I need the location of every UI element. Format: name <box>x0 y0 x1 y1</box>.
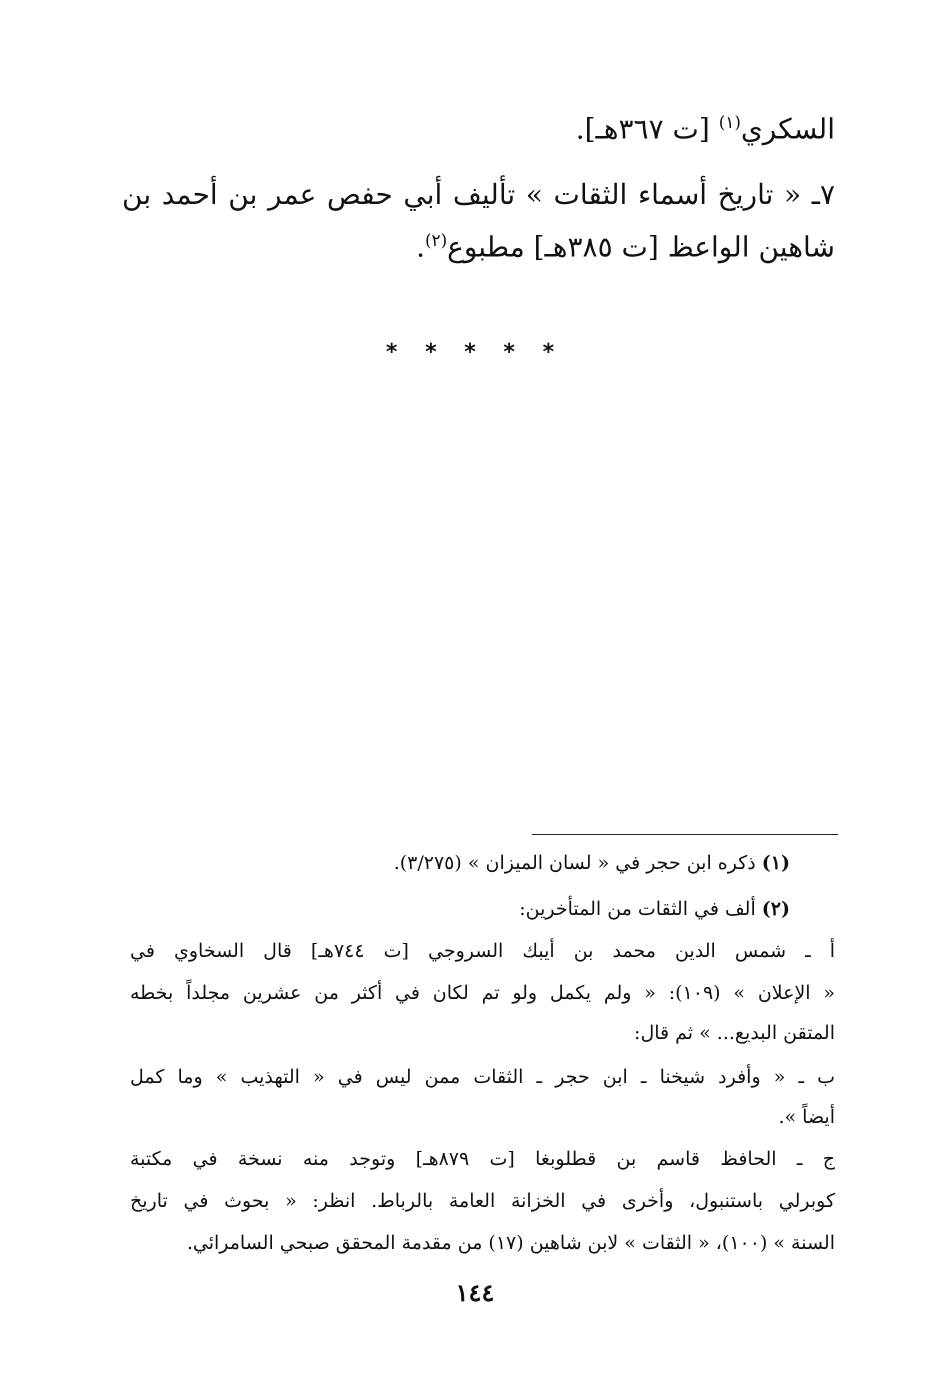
footnote-ref-2: (٢) <box>424 230 448 250</box>
body-line-3 <box>416 230 835 263</box>
footnote-c-line-2: كوبرلي باستنبول، وأخرى في الخزانة العامة بالرباط. انظر: « بحوث في تاريخ <box>130 1190 835 1212</box>
footnote-number: (١) <box>761 852 790 874</box>
footnote-c-line-1: ج ـ الحافظ قاسم بن قطلوبغا [ت ٨٧٩هـ] وتوجد منه نسخة في مكتبة <box>130 1148 835 1170</box>
body-text: شاهين الواعظ [ت ٣٨٥هـ] مطبوع <box>447 230 835 264</box>
footnote-a-line-1: أ ـ شمس الدين محمد بن أيبك السروجي [ت ٧٤٤هـ] قال السخاوي في <box>130 940 835 962</box>
footnote-b-line-1: ب ـ « وأفرد شيخنا ـ ابن حجر ـ الثقات ممن ليس في « التهذيب » وما كمل <box>130 1066 835 1088</box>
footnote-divider <box>532 834 838 835</box>
body-line-1 <box>576 112 835 145</box>
footnote-c-line-3: السنة » (١٠٠)، « الثقات » لابن شاهين (١٧) من مقدمة المحقق صبحي السامرائي. <box>186 1232 835 1254</box>
body-text: السكري <box>740 112 835 146</box>
footnote-text: ذكره ابن حجر في « لسان الميزان » (٣/٢٧٥). <box>393 852 762 874</box>
footnote-ref-1: (١) <box>718 112 741 132</box>
footnote-2 <box>519 898 790 920</box>
body-line-2: ٧ـ « تاريخ أسماء الثقات » تأليف أبي حفص عمر بن أحمد بن <box>122 178 835 211</box>
footnote-1 <box>394 852 790 874</box>
body-text: [ت ٣٦٧هـ]. <box>575 112 719 146</box>
footnote-text: ألف في الثقات من المتأخرين: <box>519 898 762 920</box>
footnote-a-line-3: المتقن البديع... » ثم قال: <box>634 1022 835 1044</box>
footnote-b-line-2: أيضاً ». <box>778 1106 835 1128</box>
footnote-number: (٢) <box>761 898 790 920</box>
section-separator: * * * * * <box>385 340 565 365</box>
page-number: ١٤٤ <box>455 1278 495 1307</box>
body-text: . <box>416 230 425 264</box>
footnote-a-line-2: « الإعلان » (١٠٩): « ولم يكمل ولو تم لكان في أكثر من عشرين مجلداً بخطه <box>130 982 835 1004</box>
